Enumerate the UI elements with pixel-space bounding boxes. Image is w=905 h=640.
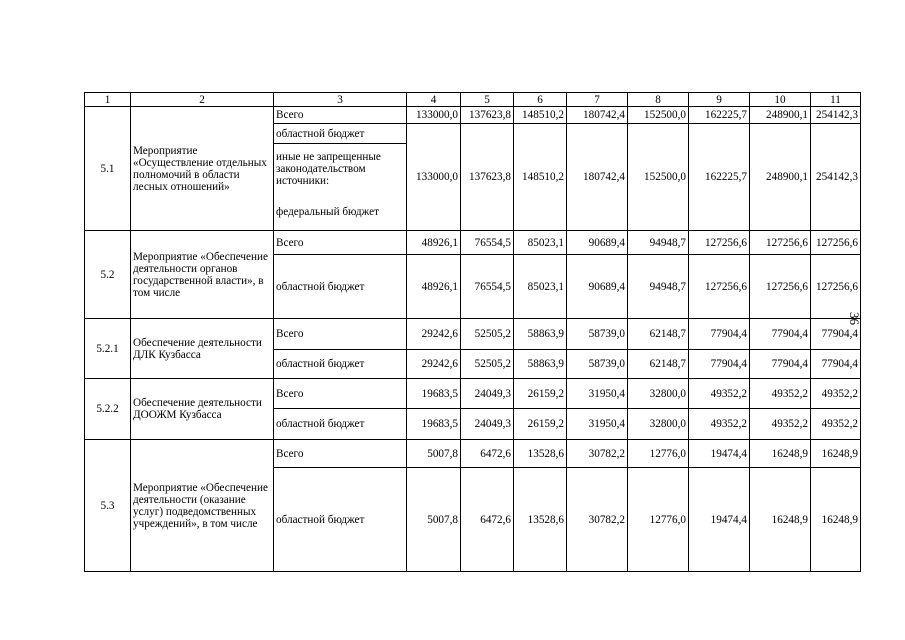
value-cell: 77904,4 bbox=[811, 350, 861, 379]
value-cell: 133000,0 bbox=[407, 107, 461, 124]
value-cell: 6472,6 bbox=[461, 440, 514, 468]
value-cell: 58863,9 bbox=[514, 319, 567, 350]
column-header: 7 bbox=[567, 93, 628, 107]
value-cell: 19683,5 bbox=[407, 379, 461, 409]
value-cell: 127256,6 bbox=[750, 231, 811, 255]
value-cell: 49352,2 bbox=[811, 409, 861, 440]
value-cell: 48926,1 bbox=[407, 231, 461, 255]
value-cell: 5007,8 bbox=[407, 440, 461, 468]
value-cell: 90689,4 bbox=[567, 231, 628, 255]
row-id: 5.2.1 bbox=[85, 319, 131, 379]
value-cell: 49352,2 bbox=[750, 409, 811, 440]
value-cell: 58739,0 bbox=[567, 350, 628, 379]
value-cell: 162225,7 bbox=[689, 107, 750, 124]
value-cell: 62148,7 bbox=[628, 350, 689, 379]
funding-source: областной бюджет bbox=[274, 409, 407, 440]
measure-name: Мероприятие «Осуществление отдельных полномочий в области лесных отношений» bbox=[131, 107, 274, 231]
value-cell: 26159,2 bbox=[514, 379, 567, 409]
value-cell: 49352,2 bbox=[750, 379, 811, 409]
value-cell: 49352,2 bbox=[689, 379, 750, 409]
column-header: 3 bbox=[274, 93, 407, 107]
value-cell: 137623,8 bbox=[461, 107, 514, 124]
value-cell: 30782,2 bbox=[567, 440, 628, 468]
value-cell: 31950,4 bbox=[567, 379, 628, 409]
value-cell: 76554,5 bbox=[461, 255, 514, 319]
funding-source: областной бюджет bbox=[274, 255, 407, 319]
column-header: 8 bbox=[628, 93, 689, 107]
value-cell: 52505,2 bbox=[461, 350, 514, 379]
value-cell: 248900,1 bbox=[750, 124, 811, 231]
value-cell: 77904,4 bbox=[750, 350, 811, 379]
value-cell: 19474,4 bbox=[689, 468, 750, 572]
value-cell: 127256,6 bbox=[811, 255, 861, 319]
value-cell: 94948,7 bbox=[628, 255, 689, 319]
value-cell: 19474,4 bbox=[689, 440, 750, 468]
column-header: 4 bbox=[407, 93, 461, 107]
value-cell: 85023,1 bbox=[514, 255, 567, 319]
value-cell: 12776,0 bbox=[628, 440, 689, 468]
value-cell: 13528,6 bbox=[514, 468, 567, 572]
value-cell: 148510,2 bbox=[514, 124, 567, 231]
table-row bbox=[85, 440, 861, 468]
column-header: 2 bbox=[131, 93, 274, 107]
value-cell: 137623,8 bbox=[461, 124, 514, 231]
value-cell: 48926,1 bbox=[407, 255, 461, 319]
value-cell: 12776,0 bbox=[628, 468, 689, 572]
value-cell: 127256,6 bbox=[750, 255, 811, 319]
funding-source: Всего bbox=[274, 440, 407, 468]
funding-source: областной бюджет bbox=[274, 468, 407, 572]
funding-source: областной бюджет bbox=[274, 350, 407, 379]
row-id: 5.2 bbox=[85, 231, 131, 319]
funding-source: Всего bbox=[274, 231, 407, 255]
funding-source: Всего bbox=[274, 107, 407, 124]
value-cell: 58739,0 bbox=[567, 319, 628, 350]
table-row bbox=[85, 107, 861, 124]
column-header: 10 bbox=[750, 93, 811, 107]
value-cell: 24049,3 bbox=[461, 379, 514, 409]
value-cell: 77904,4 bbox=[689, 350, 750, 379]
column-header: 5 bbox=[461, 93, 514, 107]
value-cell: 90689,4 bbox=[567, 255, 628, 319]
funding-source: федеральный бюджет bbox=[274, 194, 407, 231]
measure-name: Мероприятие «Обеспечение деятельности органов государственной власти», в том числе bbox=[131, 231, 274, 319]
measure-name: Мероприятие «Обеспечение деятельности (оказание услуг) подведомственных учреждений», в том числе bbox=[131, 440, 274, 572]
value-cell: 148510,2 bbox=[514, 107, 567, 124]
value-cell: 16248,9 bbox=[811, 440, 861, 468]
value-cell: 127256,6 bbox=[689, 255, 750, 319]
value-cell: 49352,2 bbox=[689, 409, 750, 440]
value-cell: 152500,0 bbox=[628, 107, 689, 124]
value-cell: 77904,4 bbox=[811, 319, 861, 350]
value-cell: 85023,1 bbox=[514, 231, 567, 255]
value-cell: 13528,6 bbox=[514, 440, 567, 468]
measure-name: Обеспечение деятельности ДООЖМ Кузбасса bbox=[131, 379, 274, 440]
value-cell: 248900,1 bbox=[750, 107, 811, 124]
value-cell: 76554,5 bbox=[461, 231, 514, 255]
value-cell: 58863,9 bbox=[514, 350, 567, 379]
value-cell: 31950,4 bbox=[567, 409, 628, 440]
funding-source: Всего bbox=[274, 379, 407, 409]
value-cell: 16248,9 bbox=[750, 468, 811, 572]
value-cell: 180742,4 bbox=[567, 107, 628, 124]
value-cell: 32800,0 bbox=[628, 409, 689, 440]
value-cell: 30782,2 bbox=[567, 468, 628, 572]
value-cell: 16248,9 bbox=[750, 440, 811, 468]
value-cell: 127256,6 bbox=[811, 231, 861, 255]
table-row bbox=[85, 231, 861, 255]
column-header: 11 bbox=[811, 93, 861, 107]
value-cell: 127256,6 bbox=[689, 231, 750, 255]
value-cell: 152500,0 bbox=[628, 124, 689, 231]
table-row bbox=[85, 319, 861, 350]
value-cell: 16248,9 bbox=[811, 468, 861, 572]
value-cell: 24049,3 bbox=[461, 409, 514, 440]
value-cell: 19683,5 bbox=[407, 409, 461, 440]
value-cell: 29242,6 bbox=[407, 350, 461, 379]
measure-name: Обеспечение деятельности ДЛК Кузбасса bbox=[131, 319, 274, 379]
column-header: 6 bbox=[514, 93, 567, 107]
funding-source: иные не запрещенные законодательством источники: bbox=[274, 144, 407, 194]
value-cell: 162225,7 bbox=[689, 124, 750, 231]
value-cell: 29242,6 bbox=[407, 319, 461, 350]
row-id: 5.1 bbox=[85, 107, 131, 231]
value-cell: 94948,7 bbox=[628, 231, 689, 255]
value-cell: 49352,2 bbox=[811, 379, 861, 409]
value-cell: 180742,4 bbox=[567, 124, 628, 231]
value-cell: 32800,0 bbox=[628, 379, 689, 409]
value-cell: 26159,2 bbox=[514, 409, 567, 440]
header-row bbox=[85, 93, 861, 107]
value-cell: 254142,3 bbox=[811, 107, 861, 124]
budget-table bbox=[84, 92, 861, 572]
value-cell: 6472,6 bbox=[461, 468, 514, 572]
value-cell: 133000,0 bbox=[407, 124, 461, 231]
row-id: 5.3 bbox=[85, 440, 131, 572]
value-cell: 62148,7 bbox=[628, 319, 689, 350]
column-header: 9 bbox=[689, 93, 750, 107]
page-number: 36 bbox=[847, 312, 862, 325]
column-header: 1 bbox=[85, 93, 131, 107]
value-cell: 77904,4 bbox=[689, 319, 750, 350]
value-cell: 52505,2 bbox=[461, 319, 514, 350]
value-cell: 5007,8 bbox=[407, 468, 461, 572]
row-id: 5.2.2 bbox=[85, 379, 131, 440]
funding-source: областной бюджет bbox=[274, 124, 407, 144]
value-cell: 254142,3 bbox=[811, 124, 861, 231]
value-cell: 77904,4 bbox=[750, 319, 811, 350]
funding-source: Всего bbox=[274, 319, 407, 350]
table-row bbox=[85, 379, 861, 409]
